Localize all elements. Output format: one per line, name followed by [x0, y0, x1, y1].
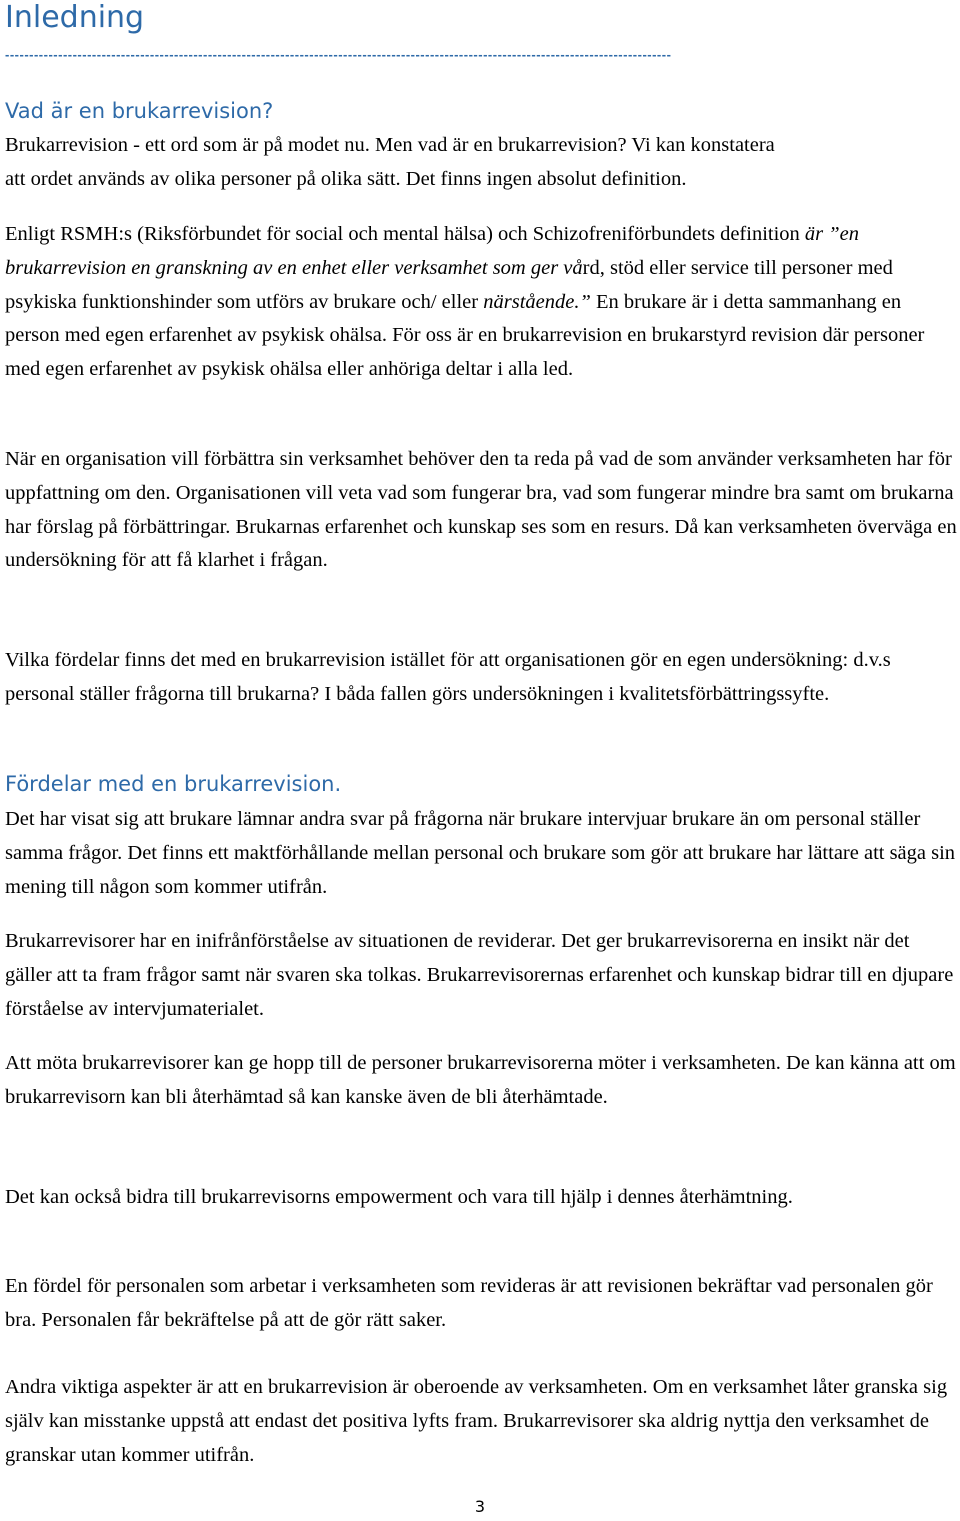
definition-quote: är ”en brukarrevision en granskning av en enhet eller verksamhet som ger vå	[5, 223, 860, 279]
advantage-paragraph-1: Det har visat sig att brukare lämnar andra svar på frågorna när brukare intervjuar brukare än om personal ställer samma frågor. Det finns ett maktförhållande mellan personal och brukare som gör att brukare har lättare att säga sin mening till någon som kommer utifrån.	[5, 808, 956, 898]
page-number: 3	[474, 1497, 486, 1516]
intro-line-1: Brukarrevision - ett ord som är på modet nu. Men vad är en brukarrevision? Vi kan konstatera	[5, 134, 775, 156]
definition-text-3: En brukare är i detta sammanhang en person med egen erfarenhet av psykisk ohälsa. För oss är en brukarrevision en brukarstyrd revision där personer med egen erfarenhet av psykisk ohälsa eller anhöriga deltar i alla led.	[5, 290, 925, 381]
section-heading: Fördelar med en brukarrevision.	[5, 772, 342, 796]
advantage-paragraph-2: Brukarrevisorer har en inifrånförståelse av situationen de reviderar. Det ger brukarrevisorerna en insikt när det gäller att ta fram frågor samt när svaren ska tolkas. Brukarrevisorernas erfarenhet och kunskap bidrar till en djupare förståelse av intervjumaterialet.	[5, 930, 954, 1020]
definition-text-2: rd, stöd eller service till personer med psykiska funktionshinder som utförs av brukare och/ eller	[5, 256, 893, 313]
intro-line-2: att ordet används av olika personer på olika sätt. Det finns ingen absolut definition.	[5, 167, 687, 190]
intro-paragraph	[5, 129, 957, 197]
definition-paragraph	[5, 218, 957, 387]
organisation-paragraph: När en organisation vill förbättra sin verksamhet behöver den ta reda på vad de som använder verksamheten har för uppfattning om den. Organisationen vill veta vad som fungerar bra, vad som fungerar mindre bra samt om brukarna har förslag på förbättringar. Brukarnas erfarenhet och kunskap ses som en resurs. Då kan verksamheten överväga en undersökning för att få klarhet i frågan.	[5, 448, 957, 572]
question-paragraph: Vilka fördelar finns det med en brukarrevision istället för att organisationen gör en egen undersökning: d.v.s personal ställer frågorna till brukarna? I båda fallen görs undersökningen i kvalitetsförbättringssyfte.	[5, 649, 891, 705]
definition-text-1: Enligt RSMH:s (Riksförbundet för social och mental hälsa) och Schizofreniförbundets definition	[5, 223, 805, 245]
advantage-paragraph-6: Andra viktiga aspekter är att en brukarrevision är oberoende av verksamheten. Om en verksamhet låter granska sig själv kan misstanke uppstå att endast det positiva lyfts fram. Brukarrevisorer ska aldrig nyttja den verksamhet de granskar utan kommer utifrån.	[5, 1376, 948, 1466]
advantage-paragraph-5: En fördel för personalen som arbetar i verksamheten som revideras är att revisionen bekräftar vad personalen gör bra. Personalen får bekräftelse på att de gör rätt saker.	[5, 1275, 933, 1331]
advantage-paragraph-4: Det kan också bidra till brukarrevisorns empowerment och vara till hjälp i dennes återhämtning.	[5, 1186, 793, 1208]
heading-rule: ------------------------------------------------------------------------------------------------------------------------------------------	[5, 47, 672, 62]
document-title: Inledning	[5, 0, 145, 35]
subtitle-heading: Vad är en brukarrevision?	[5, 99, 274, 123]
definition-quote-end: närstående.”	[483, 290, 591, 313]
advantage-paragraph-3: Att möta brukarrevisorer kan ge hopp till de personer brukarrevisorerna möter i verksamheten. De kan känna att om brukarrevisorn kan bli återhämtad så kan kanske även de bli återhämtade.	[5, 1052, 956, 1108]
